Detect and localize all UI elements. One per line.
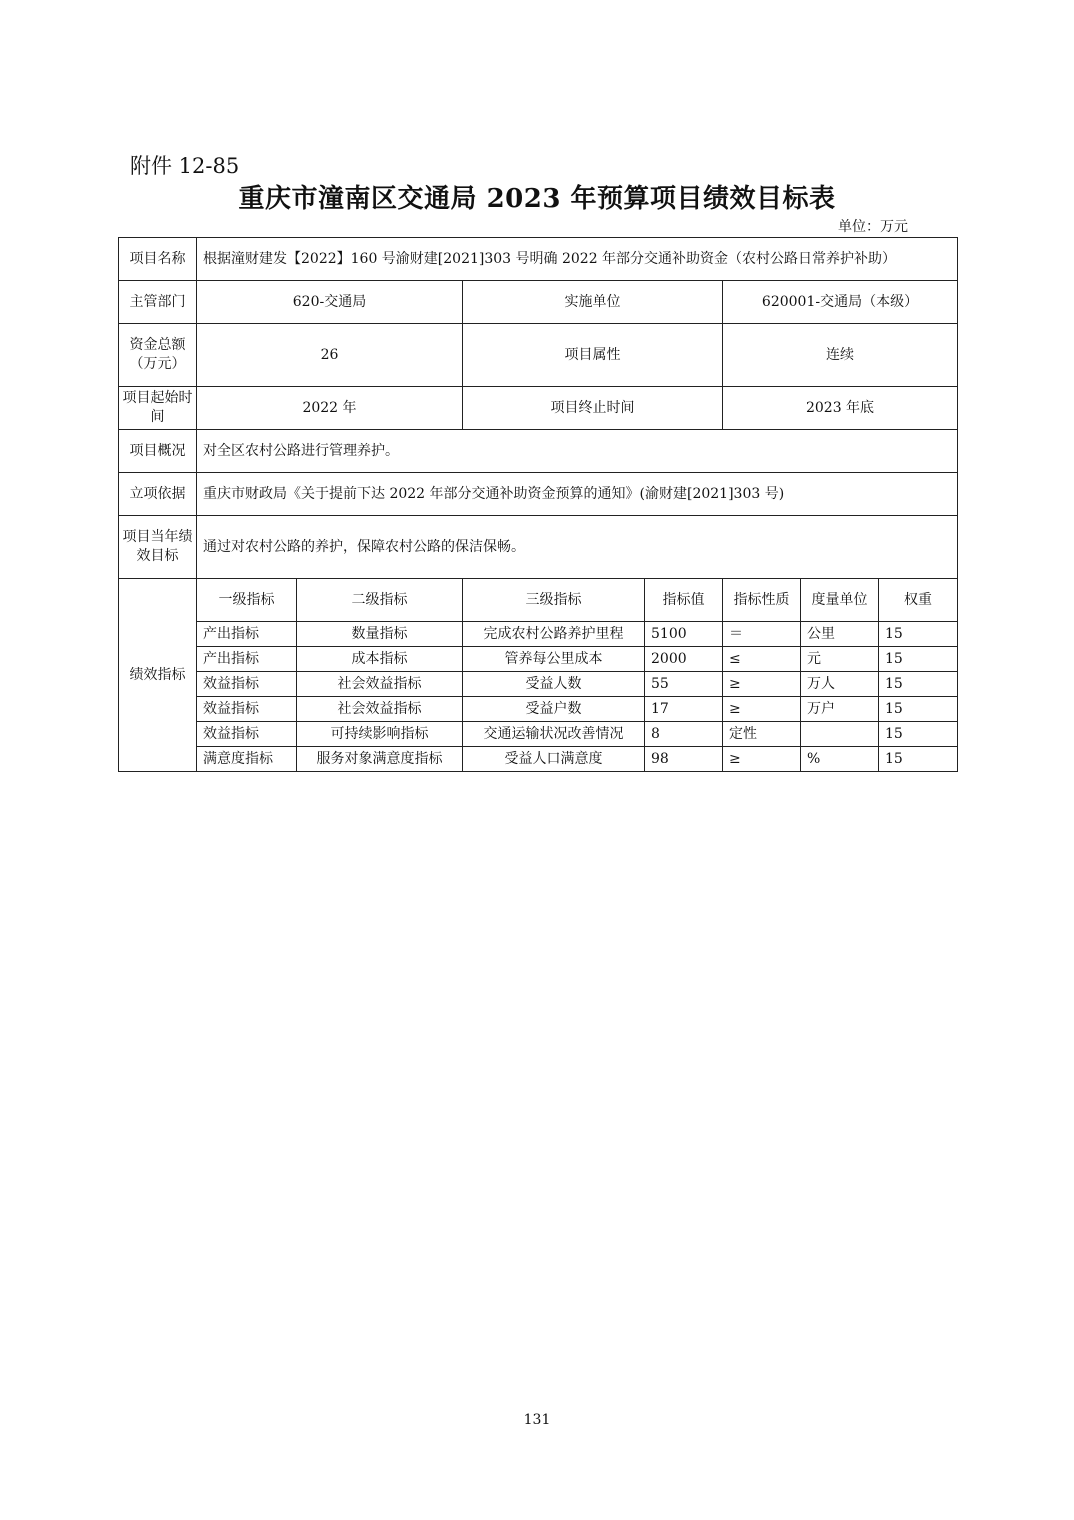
impl-unit-value: 620001-交通局（本级） <box>723 281 958 324</box>
cell-unit: % <box>801 747 879 772</box>
table-row <box>119 697 958 722</box>
cell-weight: 15 <box>879 747 958 772</box>
fund-label: 资金总额（万元） <box>119 324 197 387</box>
row-basis <box>119 473 958 516</box>
cell-value: 98 <box>645 747 723 772</box>
overview-value: 对全区农村公路进行管理养护。 <box>197 430 958 473</box>
cell-value: 2000 <box>645 647 723 672</box>
cell-level1: 效益指标 <box>197 697 297 722</box>
cell-level2: 社会效益指标 <box>297 697 463 722</box>
start-value: 2022 年 <box>197 387 463 430</box>
page-number: 131 <box>523 1412 551 1428</box>
cell-level3: 完成农村公路养护里程 <box>463 622 645 647</box>
cell-value: 5100 <box>645 622 723 647</box>
cell-level2: 社会效益指标 <box>297 672 463 697</box>
cell-nature: ≥ <box>723 672 801 697</box>
cell-level1: 效益指标 <box>197 672 297 697</box>
header-level3: 三级指标 <box>463 579 645 622</box>
goal-value: 通过对农村公路的养护，保障农村公路的保洁保畅。 <box>197 516 958 579</box>
row-goal <box>119 516 958 579</box>
cell-unit: 元 <box>801 647 879 672</box>
cell-level3: 受益人口满意度 <box>463 747 645 772</box>
end-label: 项目终止时间 <box>463 387 723 430</box>
end-value: 2023 年底 <box>723 387 958 430</box>
cell-weight: 15 <box>879 722 958 747</box>
cell-weight: 15 <box>879 672 958 697</box>
cell-unit: 万户 <box>801 697 879 722</box>
unit-label: 单位：万元 <box>838 219 908 235</box>
header-weight: 权重 <box>879 579 958 622</box>
cell-value: 55 <box>645 672 723 697</box>
cell-weight: 15 <box>879 697 958 722</box>
cell-nature: ≤ <box>723 647 801 672</box>
table-row <box>119 647 958 672</box>
table-row <box>119 722 958 747</box>
cell-level3: 管养每公里成本 <box>463 647 645 672</box>
cell-level1: 产出指标 <box>197 647 297 672</box>
cell-nature: ＝ <box>723 622 801 647</box>
cell-nature: 定性 <box>723 722 801 747</box>
dept-value: 620-交通局 <box>197 281 463 324</box>
cell-unit: 公里 <box>801 622 879 647</box>
table-row <box>119 672 958 697</box>
row-project-name <box>119 238 958 281</box>
cell-nature: ≥ <box>723 747 801 772</box>
row-time <box>119 387 958 430</box>
impl-unit-label: 实施单位 <box>463 281 723 324</box>
cell-level1: 效益指标 <box>197 722 297 747</box>
basis-label: 立项依据 <box>119 473 197 516</box>
header-unit: 度量单位 <box>801 579 879 622</box>
cell-weight: 15 <box>879 622 958 647</box>
attachment-number: 附件 12-85 <box>130 154 240 178</box>
overview-label: 项目概况 <box>119 430 197 473</box>
dept-label: 主管部门 <box>119 281 197 324</box>
table-row <box>119 622 958 647</box>
cell-level3: 交通运输状况改善情况 <box>463 722 645 747</box>
project-name-value: 根据潼财建发【2022】160 号渝财建[2021]303 号明确 2022 年部分交通补助资金（农村公路日常养护补助） <box>197 238 958 281</box>
performance-target-table <box>118 237 958 772</box>
indicator-header-row <box>119 579 958 622</box>
cell-level3: 受益人数 <box>463 672 645 697</box>
row-fund <box>119 324 958 387</box>
start-label: 项目起始时间 <box>119 387 197 430</box>
fund-value: 26 <box>197 324 463 387</box>
project-name-label: 项目名称 <box>119 238 197 281</box>
table-row <box>119 747 958 772</box>
cell-level1: 产出指标 <box>197 622 297 647</box>
cell-level2: 成本指标 <box>297 647 463 672</box>
cell-unit <box>801 722 879 747</box>
cell-value: 8 <box>645 722 723 747</box>
cell-level2: 服务对象满意度指标 <box>297 747 463 772</box>
basis-value: 重庆市财政局《关于提前下达 2022 年部分交通补助资金预算的通知》(渝财建[2021]303 号) <box>197 473 958 516</box>
goal-label: 项目当年绩效目标 <box>119 516 197 579</box>
header-level2: 二级指标 <box>297 579 463 622</box>
cell-unit: 万人 <box>801 672 879 697</box>
document-title: 重庆市潼南区交通局 2023 年预算项目绩效目标表 <box>238 184 836 214</box>
header-nature: 指标性质 <box>723 579 801 622</box>
attr-label: 项目属性 <box>463 324 723 387</box>
cell-weight: 15 <box>879 647 958 672</box>
cell-level3: 受益户数 <box>463 697 645 722</box>
header-value: 指标值 <box>645 579 723 622</box>
cell-nature: ≥ <box>723 697 801 722</box>
row-department <box>119 281 958 324</box>
indicator-section-label: 绩效指标 <box>119 579 197 772</box>
cell-level2: 数量指标 <box>297 622 463 647</box>
row-overview <box>119 430 958 473</box>
header-level1: 一级指标 <box>197 579 297 622</box>
cell-value: 17 <box>645 697 723 722</box>
cell-level1: 满意度指标 <box>197 747 297 772</box>
attr-value: 连续 <box>723 324 958 387</box>
cell-level2: 可持续影响指标 <box>297 722 463 747</box>
